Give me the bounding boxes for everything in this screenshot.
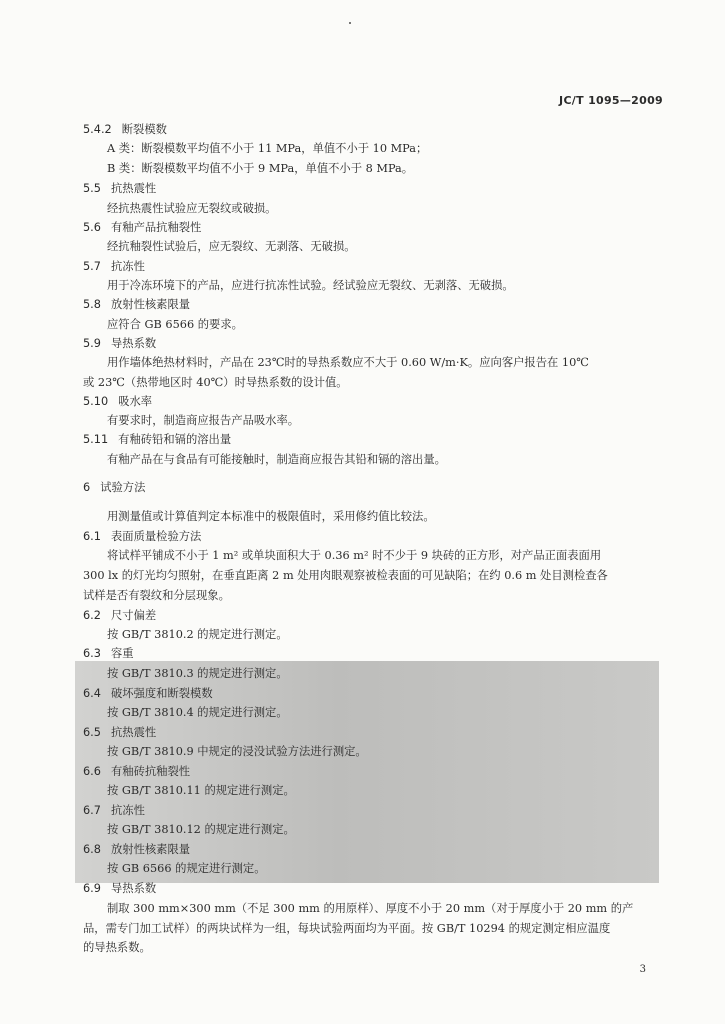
paragraph-line: 按 GB/T 3810.9 中规定的浸没试验方法进行测定。: [107, 745, 367, 758]
paragraph-line: 用测量值或计算值判定本标准中的极限值时，采用修约值比较法。: [107, 510, 435, 523]
paragraph-line: B 类：断裂模数平均值不小于 9 MPa，单值不小于 8 MPa。: [107, 162, 414, 175]
section-heading-6-3: 6.3 容重: [83, 647, 134, 660]
paragraph-line: A 类：断裂模数平均值不小于 11 MPa，单值不小于 10 MPa；: [107, 142, 428, 155]
section-heading-5-7: 5.7 抗冻性: [83, 260, 145, 273]
paragraph-line: 按 GB/T 3810.11 的规定进行测定。: [107, 784, 295, 797]
paragraph-line: 有釉产品在与食品有可能接触时，制造商应报告其铅和镉的溶出量。: [107, 453, 446, 466]
paragraph-line: 用作墙体绝热材料时，产品在 23℃时的导热系数应不大于 0.60 W/m·K。应向客户报告在 10℃: [107, 356, 589, 369]
section-heading-6: 6 试验方法: [83, 481, 146, 494]
paragraph-line: 将试样平铺成不小于 1 m² 或单块面积大于 0.36 m² 时不少于 9 块砖的正方形，对产品正面表面用: [107, 549, 602, 562]
paragraph-line: 用于冷冻环境下的产品，应进行抗冻性试验。经试验应无裂纹、无剥落、无破损。: [107, 279, 514, 292]
section-heading-6-5: 6.5 抗热震性: [83, 726, 157, 739]
section-heading-5-10: 5.10 吸水率: [83, 395, 153, 408]
section-heading-5-11: 5.11 有釉砖铅和镉的溶出量: [83, 433, 232, 446]
section-heading-5-4-2: 5.4.2 断裂模数: [83, 123, 167, 136]
paragraph-line: 经抗釉裂性试验后，应无裂纹、无剥落、无破损。: [107, 240, 356, 253]
section-heading-6-8: 6.8 放射性核素限量: [83, 843, 191, 856]
paragraph-line: 的导热系数。: [83, 941, 151, 954]
section-heading-6-9: 6.9 导热系数: [83, 882, 157, 895]
scan-mark: [349, 22, 351, 24]
paragraph-line: 制取 300 mm×300 mm（不足 300 mm 的用原样）、厚度不小于 20 mm（对于厚度小于 20 mm 的产: [107, 902, 634, 915]
paragraph-line: 有要求时，制造商应报告产品吸水率。: [107, 414, 300, 427]
section-heading-5-6: 5.6 有釉产品抗釉裂性: [83, 221, 202, 234]
section-heading-6-2: 6.2 尺寸偏差: [83, 609, 157, 622]
paragraph-line: 300 lx 的灯光均匀照射，在垂直距离 2 m 处用肉眼观察被检表面的可见缺陷；在约 0.6 m 处目测检查各: [83, 569, 608, 582]
paragraph-line: 应符合 GB 6566 的要求。: [107, 318, 243, 331]
paragraph-line: 经抗热震性试验应无裂纹或破损。: [107, 202, 277, 215]
section-heading-6-1: 6.1 表面质量检验方法: [83, 530, 202, 543]
paragraph-line: 按 GB/T 3810.2 的规定进行测定。: [107, 628, 288, 641]
paragraph-line: 按 GB/T 3810.3 的规定进行测定。: [107, 667, 288, 680]
section-heading-6-7: 6.7 抗冻性: [83, 804, 145, 817]
paragraph-line: 或 23℃（热带地区时 40℃）时导热系数的设计值。: [83, 376, 348, 389]
paragraph-line: 试样是否有裂纹和分层现象。: [83, 589, 230, 602]
paragraph-line: 按 GB 6566 的规定进行测定。: [107, 862, 266, 875]
section-heading-5-5: 5.5 抗热震性: [83, 182, 157, 195]
section-heading-5-8: 5.8 放射性核素限量: [83, 298, 191, 311]
paragraph-line: 按 GB/T 3810.4 的规定进行测定。: [107, 706, 288, 719]
section-heading-6-4: 6.4 破坏强度和断裂模数: [83, 687, 213, 700]
section-heading-6-6: 6.6 有釉砖抗釉裂性: [83, 765, 191, 778]
paragraph-line: 品，需专门加工试样）的两块试样为一组，每块试验两面均为平面。按 GB/T 10294 的规定测定相应温度: [83, 922, 611, 935]
paragraph-line: 按 GB/T 3810.12 的规定进行测定。: [107, 823, 295, 836]
section-heading-5-9: 5.9 导热系数: [83, 337, 157, 350]
page-number: 3: [639, 964, 646, 975]
document-id: JC/T 1095—2009: [559, 94, 663, 107]
